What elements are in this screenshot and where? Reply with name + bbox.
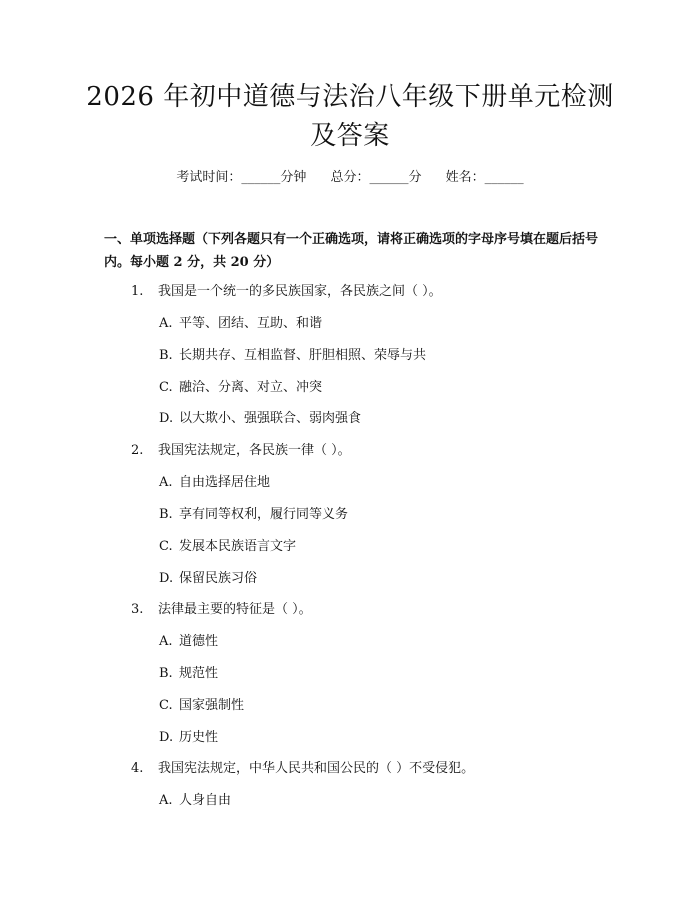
question-text: 我国是一个统一的多民族国家，各民族之间（ ）。 (158, 284, 442, 299)
option-1c (159, 378, 322, 398)
question-3 (131, 600, 312, 620)
title-line-2: 及答案 (310, 121, 390, 151)
title-line-1: 2026 年初中道德与法治八年级下册单元检测 (86, 82, 614, 112)
student-name-field: 姓名：______ (445, 170, 524, 185)
question-number: 2. (131, 443, 144, 458)
option-letter: A. (159, 634, 173, 649)
option-text: 发展本民族语言文字 (179, 539, 297, 554)
option-4a (159, 791, 231, 811)
option-letter: D. (159, 411, 174, 426)
option-2a (159, 473, 270, 493)
option-text: 人身自由 (179, 793, 232, 808)
option-letter: A. (159, 793, 173, 808)
option-letter: C. (159, 698, 173, 713)
question-text: 法律最主要的特征是（ ）。 (158, 602, 312, 617)
option-letter: C. (159, 539, 173, 554)
option-2c (159, 537, 296, 557)
option-text: 以大欺小、强强联合、弱肉强食 (179, 411, 362, 426)
question-number: 3. (131, 602, 144, 617)
total-score-field: 总分：______分 (330, 170, 422, 185)
exam-time-field: 考试时间：______分钟 (176, 170, 307, 185)
exam-meta (0, 168, 700, 188)
option-letter: B. (159, 348, 173, 363)
option-text: 道德性 (179, 634, 219, 649)
question-number: 1. (131, 284, 144, 299)
option-text: 自由选择居住地 (179, 475, 271, 490)
option-text: 规范性 (179, 666, 219, 681)
option-text: 长期共存、互相监督、肝胆相照、荣辱与共 (179, 348, 427, 363)
option-3c (159, 696, 244, 716)
option-letter: B. (159, 507, 173, 522)
option-text: 历史性 (179, 730, 219, 745)
option-1d (159, 409, 361, 429)
option-text: 保留民族习俗 (179, 571, 258, 586)
option-letter: D. (159, 730, 174, 745)
option-1a (159, 314, 322, 334)
option-text: 平等、团结、互助、和谐 (179, 316, 323, 331)
section-heading: 一、单项选择题（下列各题只有一个正确选项，请将正确选项的字母序号填在题后括号内。每小题 2 分，共 20 分） (104, 232, 599, 270)
question-2 (131, 441, 351, 461)
question-text: 我国宪法规定，中华人民共和国公民的（ ）不受侵犯。 (158, 761, 475, 776)
option-text: 融洽、分离、对立、冲突 (179, 380, 323, 395)
question-number: 4. (131, 761, 144, 776)
document-title (0, 78, 700, 156)
option-3d (159, 728, 218, 748)
option-text: 国家强制性 (179, 698, 245, 713)
option-letter: A. (159, 475, 173, 490)
option-3a (159, 632, 218, 652)
option-1b (159, 346, 426, 366)
option-3b (159, 664, 218, 684)
question-1 (131, 282, 442, 302)
option-letter: C. (159, 380, 173, 395)
option-2b (159, 505, 348, 525)
option-letter: A. (159, 316, 173, 331)
option-text: 享有同等权利，履行同等义务 (179, 507, 349, 522)
option-letter: B. (159, 666, 173, 681)
question-4 (131, 759, 474, 779)
question-text: 我国宪法规定，各民族一律（ ）。 (158, 443, 351, 458)
option-2d (159, 569, 257, 589)
option-letter: D. (159, 571, 174, 586)
